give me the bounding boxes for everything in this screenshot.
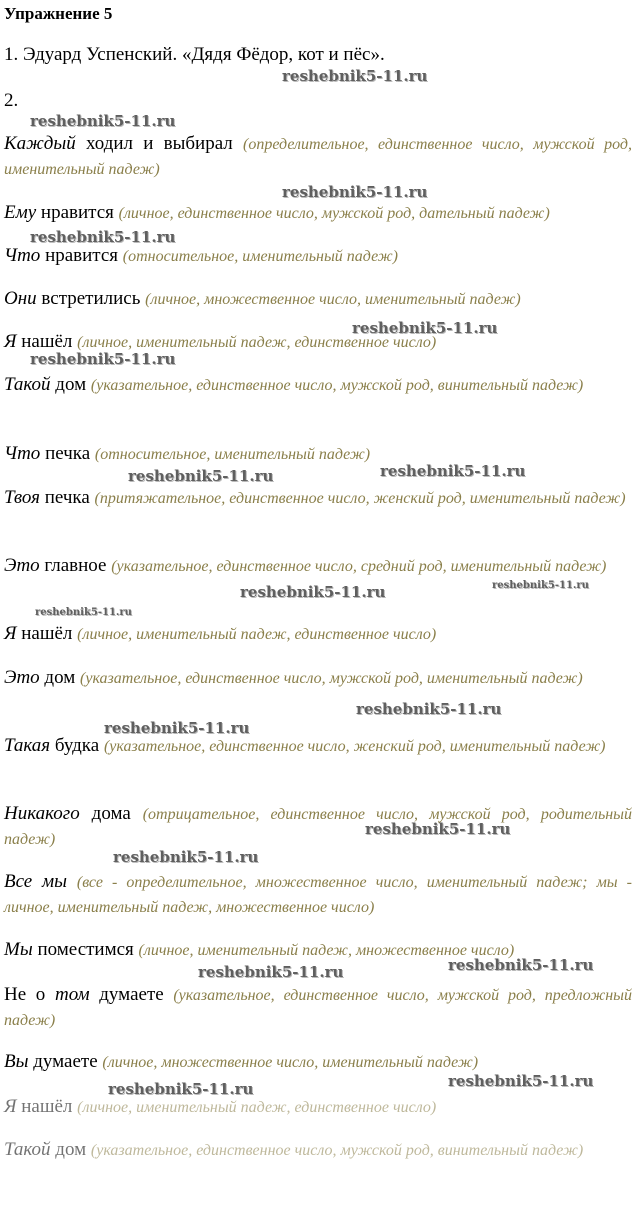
grammar-note: (указательное, единственное число, мужской род, предложный падеж): [4, 987, 633, 1029]
grammar-note: (личное, множественное число, именительный падеж): [145, 291, 521, 308]
entry-text: нашёл: [16, 331, 78, 352]
entry-10: [4, 622, 632, 647]
grammar-note: (личное, единственное число, мужской род, дательный падеж): [118, 205, 550, 222]
watermark: reshebnik5-11.ru: [128, 467, 274, 485]
exercise-title: Упражнение 5: [4, 4, 113, 23]
entry-8: [4, 486, 632, 511]
watermark: reshebnik5-11.ru: [104, 719, 250, 737]
pronoun: том: [54, 984, 90, 1005]
grammar-note: (относительное, именительный падеж): [94, 446, 371, 463]
entry-text: поместимся: [32, 939, 139, 960]
entry-11: [4, 666, 632, 691]
watermark: reshebnik5-11.ru: [380, 462, 526, 480]
grammar-note: (относительное, именительный падеж): [122, 248, 398, 265]
entry-18: [4, 1095, 632, 1120]
watermark: reshebnik5-11.ru: [356, 700, 502, 718]
entry-text: нашёл: [16, 623, 78, 644]
pronoun: Что: [4, 245, 41, 266]
grammar-note: (указательное, единственное число, мужской род, винительный падеж): [90, 377, 584, 394]
item-2-number: 2.: [4, 90, 19, 111]
pronoun: Все мы: [4, 871, 68, 892]
entry-1: [4, 132, 632, 182]
entry-text: дома: [79, 803, 143, 824]
entry-prefix: Не о: [4, 984, 55, 1005]
watermark: reshebnik5-11.ru: [30, 112, 176, 130]
entry-text: будка: [50, 735, 104, 756]
entry-9: [4, 554, 632, 579]
grammar-note: (указательное, единственное число, женский род, именительный падеж): [103, 738, 606, 755]
entry-text: главное: [39, 555, 112, 576]
entry-text: думаете: [28, 1051, 103, 1072]
entry-text: печка: [39, 487, 95, 508]
watermark: reshebnik5-11.ru: [448, 1072, 594, 1090]
watermark: reshebnik5-11.ru: [282, 67, 428, 85]
pronoun: Такой: [4, 374, 51, 395]
grammar-note: (притяжательное, единственное число, женский род, именительный падеж): [94, 490, 626, 507]
pronoun: Это: [4, 667, 40, 688]
entry-12: [4, 734, 632, 759]
watermark: reshebnik5-11.ru: [240, 583, 386, 601]
entry-13: [4, 802, 632, 852]
entry-text: дом: [50, 374, 91, 395]
entry-text: дом: [39, 667, 81, 688]
pronoun: Они: [4, 288, 37, 309]
watermark: reshebnik5-11.ru: [108, 1080, 254, 1098]
grammar-note: (личное, именительный падеж, единственное число): [77, 1099, 437, 1116]
watermark: reshebnik5-11.ru: [198, 963, 344, 981]
pronoun: Вы: [4, 1051, 29, 1072]
pronoun: Такая: [4, 735, 51, 756]
entry-4: [4, 287, 632, 312]
watermark: reshebnik5-11.ru: [352, 319, 498, 337]
grammar-note: (все - определительное, множественное число, именительный падеж; мы - личное, именительный падеж, множественное число): [4, 874, 633, 916]
entry-6: [4, 373, 632, 398]
watermark: reshebnik5-11.ru: [30, 350, 176, 368]
grammar-note: (личное, именительный падеж, множественное число): [138, 942, 515, 959]
entry-text: нравится: [40, 245, 123, 266]
entry-text: думаете: [89, 984, 174, 1005]
entry-7: [4, 442, 632, 467]
item-1-text: 1. Эдуард Успенский. «Дядя Фёдор, кот и пёс».: [4, 44, 385, 65]
pronoun: Никакого: [4, 803, 80, 824]
watermark: reshebnik5-11.ru: [365, 820, 511, 838]
entry-text: нашёл: [16, 1096, 78, 1117]
pronoun: Такой: [4, 1139, 51, 1160]
pronoun: Ему: [4, 202, 37, 223]
grammar-note: (определительное, единственное число, мужской род, именительный падеж): [4, 136, 632, 178]
watermark: reshebnik5-11.ru: [30, 228, 176, 246]
entry-3: [4, 244, 632, 269]
grammar-note: (личное, именительный падеж, единственное число): [77, 626, 437, 643]
watermark: reshebnik5-11.ru: [35, 607, 132, 618]
entry-19: [4, 1138, 632, 1163]
grammar-note: (личное, множественное число, именительный падеж): [102, 1054, 479, 1071]
entry-text: дом: [50, 1139, 91, 1160]
grammar-note: (указательное, единственное число, средний род, именительный падеж): [111, 558, 607, 575]
pronoun: Твоя: [4, 487, 40, 508]
pronoun: Каждый: [4, 133, 76, 154]
watermark: reshebnik5-11.ru: [282, 183, 428, 201]
pronoun: Мы: [4, 939, 33, 960]
watermark: reshebnik5-11.ru: [113, 848, 259, 866]
pronoun: Я: [4, 331, 17, 352]
grammar-note: (личное, именительный падеж, единственное число): [77, 334, 437, 351]
pronoun: Я: [4, 1096, 17, 1117]
pronoun: Это: [4, 555, 40, 576]
entry-text: [67, 871, 77, 892]
entry-2: [4, 201, 632, 226]
pronoun: Я: [4, 623, 17, 644]
entry-text: встретились: [36, 288, 146, 309]
grammar-note: (указательное, единственное число, мужской род, винительный падеж): [90, 1142, 584, 1159]
grammar-note: (указательное, единственное число, мужской род, именительный падеж): [80, 670, 583, 687]
entry-14: [4, 870, 632, 920]
grammar-note: (отрицательное, единственное число, мужской род, родительный падеж): [4, 806, 632, 848]
entry-text: печка: [40, 443, 95, 464]
entry-text: нравится: [36, 202, 119, 223]
watermark: reshebnik5-11.ru: [448, 956, 594, 974]
watermark: reshebnik5-11.ru: [492, 580, 589, 591]
entry-text: ходил и выбирал: [75, 133, 243, 154]
pronoun: Что: [4, 443, 41, 464]
entry-16: [4, 983, 632, 1033]
